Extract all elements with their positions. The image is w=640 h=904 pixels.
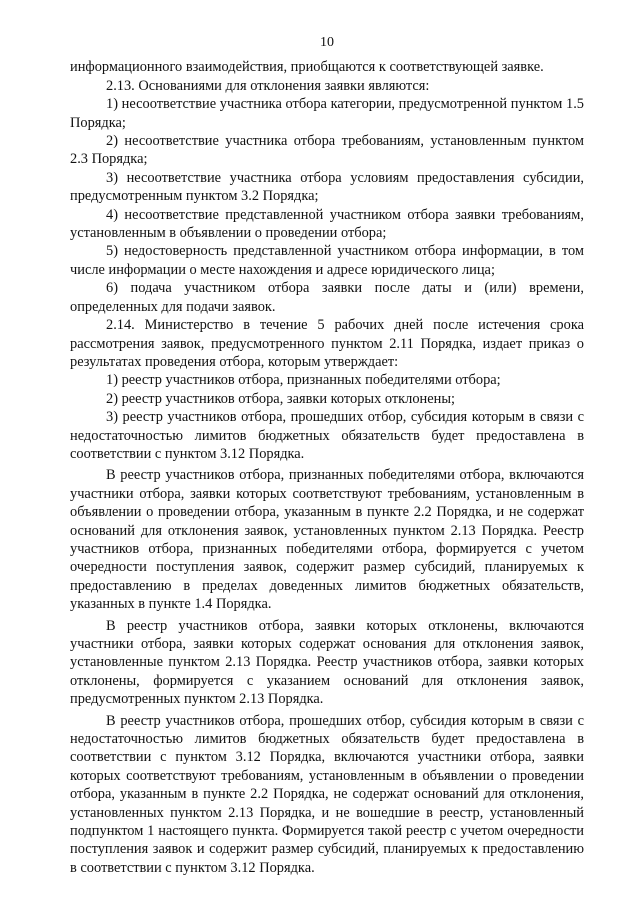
paragraph: В реестр участников отбора, признанных победителями отбора, включаются участники отбора, заявки которых соответствуют требованиям, установленным в объявлении о проведении отбора, указанным в пункте 2.2 Порядка, и не содержат оснований для отклонения заявок, установленных пунктом 2.13 Порядка. Реестр участников отбора, признанных победителями отбора, формируется с учетом очередности поступления заявок, содержит размер субсидий, планируемых к предоставлению в пределах доведенных лимитов бюджетных обязательств, указанных в пункте 1.4 Порядка. [70,467,584,613]
list-item: 3) реестр участников отбора, прошедших отбор, субсидия которым в связи с недостаточностью лимитов бюджетных обязательств будет предоставлена в соответствии с пунктом 3.12 Порядка. [70,409,584,462]
list-item: 5) недостоверность представленной участником отбора информации, в том числе информации о месте нахождения и адресе юридического лица; [70,243,584,278]
list-item: 6) подача участником отбора заявки после даты и (или) времени, определенных для подачи заявок. [70,280,584,315]
list-item: 1) реестр участников отбора, признанных победителями отбора; [106,372,501,389]
list-item: 4) несоответствие представленной участником отбора заявки требованиям, установленным в объявлении о проведении отбора; [70,206,584,242]
list-item: 2) несоответствие участника отбора требованиям, установленным пунктом 2.3 Порядка; [70,133,584,168]
page-number: 10 [320,35,334,50]
list-item: 3) несоответствие участника отбора условиям предоставления субсидии, предусмотренным пунктом 3.2 Порядка; [70,169,584,205]
list-item: 2) реестр участников отбора, заявки которых отклонены; [106,390,456,407]
list-item: 1) несоответствие участника отбора категории, предусмотренной пунктом 1.5 Порядка; [70,96,584,131]
paragraph: В реестр участников отбора, прошедших отбор, субсидия которым в связи с недостаточностью лимитов бюджетных обязательств будет предоставлена в соответствии с пунктом 3.12 Порядка, включаются участники отбора, заявки которых соответствуют требованиям, установленным в объявлении о проведении отбора, указанным в пункте 2.2 Порядка, не содержат оснований для отклонения, установленных пунктом 2.13 Порядка, и не вошедшие в реестр, установленный подпунктом 1 настоящего пункта. Формируется такой реестр с учетом очередности поступления заявок и содержит размер субсидий, планируемых к предоставлению в соответствии с пунктом 3.12 Порядка. [70,712,584,876]
paragraph: информационного взаимодействия, приобщаются к соответствующей заявке. [70,59,544,76]
paragraph: В реестр участников отбора, заявки которых отклонены, включаются участники отбора, заявки которых содержат основания для отклонения заявок, установленные пунктом 2.13 Порядка. Реестр участников отбора, заявки которых отклонены, формируется с указанием оснований для отклонения заявок, предусмотренных пунктом 2.13 Порядка. [70,617,584,708]
paragraph: 2.14. Министерство в течение 5 рабочих дней после истечения срока рассмотрения заявок, предусмотренного пунктом 2.11 Порядка, издает приказ о результатах проведения отбора, которым утверждает: [70,317,584,370]
paragraph: 2.13. Основаниями для отклонения заявки являются: [106,77,430,94]
